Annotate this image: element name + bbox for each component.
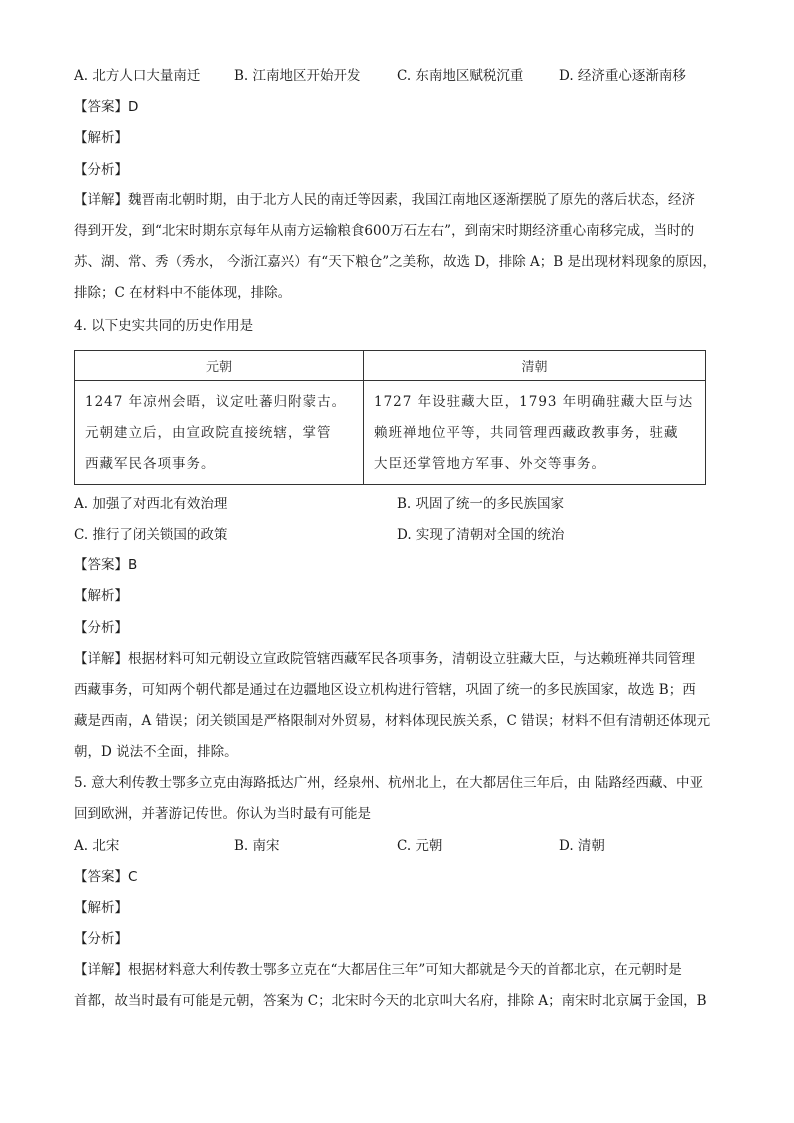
q4-stem: 4. 以下史实共同的历史作用是 [74, 318, 254, 334]
q4-detail [74, 644, 724, 768]
q5-options [74, 836, 734, 856]
q5-fenxi: 【分析】 [74, 931, 128, 947]
q5-option-a: A. 北宋 [74, 838, 120, 854]
q4-detail-line: 朝，D 说法不全面，排除。 [74, 744, 238, 760]
q4-fenxi: 【分析】 [74, 620, 128, 636]
q3-detail-line: 得到开发，到“北宋时期东京每年从南方运输粮食600万石左右”，到南宋时期经济重心南移完成，当时的 [74, 223, 695, 239]
table-cell-line: 大臣还掌管地方军事、外交等事务。 [374, 456, 606, 472]
q4-jiexi: 【解析】 [74, 588, 128, 604]
q5-detail [74, 955, 724, 1017]
table-cell-line: 赖班禅地位平等，共同管理西藏政教事务，驻藏 [374, 425, 679, 441]
q4-detail-line: 西藏事务，可知两个朝代都是通过在边疆地区设立机构进行管辖，巩固了统一的多民族国家，故选 B；西 [74, 682, 696, 698]
q5-option-c: C. 元朝 [397, 838, 443, 854]
q3-option-b: B. 江南地区开始开发 [234, 68, 361, 84]
table-cell-yuan [75, 381, 364, 485]
q3-answer: 【答案】D [74, 99, 139, 115]
q3-option-a: A. 北方人口大量南迁 [74, 68, 201, 84]
q5-option-d: D. 清朝 [559, 838, 605, 854]
q4-answer: 【答案】B [74, 557, 138, 573]
q5-option-b: B. 南宋 [234, 838, 280, 854]
q3-jiexi: 【解析】 [74, 130, 128, 146]
q4-detail-line: 【详解】根据材料可知元朝设立宣政院管辖西藏军民各项事务，清朝设立驻藏大臣，与达赖班禅共同管理 [74, 651, 695, 667]
q4-option-b: B. 巩固了统一的多民族国家 [397, 496, 565, 512]
q5-answer: 【答案】C [74, 869, 138, 885]
q5-stem-line: 5. 意大利传教士鄂多立克由海路抵达广州，经泉州、杭州北上，在大都居住三年后，由 陆路经西藏、中亚 [74, 775, 703, 791]
q4-option-a: A. 加强了对西北有效治理 [74, 496, 228, 512]
q4-history-table [74, 350, 706, 485]
q3-detail-line: 排除；C 在材料中不能体现，排除。 [74, 285, 292, 301]
q4-option-c: C. 推行了闭关锁国的政策 [74, 527, 228, 543]
table-cell-line: 西藏军民各项事务。 [85, 456, 216, 472]
q5-stem-line: 回到欧洲，并著游记传世。你认为当时最有可能是 [74, 806, 371, 822]
q3-fenxi: 【分析】 [74, 162, 128, 178]
table-cell-line: 元朝建立后，由宣政院直接统辖，掌管 [85, 425, 332, 441]
q4-options-row2 [74, 525, 734, 545]
q5-jiexi: 【解析】 [74, 900, 128, 916]
q3-detail-line: 【详解】魏晋南北朝时期，由于北方人民的南迁等因素，我国江南地区逐渐摆脱了原先的落后状态，经济 [74, 192, 695, 208]
q4-option-d: D. 实现了清朝对全国的统治 [397, 527, 565, 543]
q3-options [74, 66, 734, 86]
q5-detail-line: 首都，故当时最有可能是元朝，答案为 C；北宋时今天的北京叫大名府，排除 A；南宋时北京属于金国，B [74, 993, 707, 1009]
q3-detail-line: 苏、湖、常、秀（秀水， 今浙江嘉兴）有“天下粮仓”之美称，故选 D，排除 A；B 是出现材料现象的原因， [74, 254, 716, 270]
q3-option-d: D. 经济重心逐渐南移 [559, 68, 686, 84]
q4-options-row1 [74, 494, 734, 514]
table-cell-line: 1727 年设驻藏大臣，1793 年明确驻藏大臣与达 [374, 394, 694, 410]
table-header-qing: 清朝 [364, 351, 706, 381]
q3-option-c: C. 东南地区赋税沉重 [397, 68, 524, 84]
table-header-yuan: 元朝 [75, 351, 364, 381]
q3-detail [74, 185, 724, 309]
table-cell-qing [364, 381, 706, 485]
q4-detail-line: 藏是西南，A 错误；闭关锁国是严格限制对外贸易，材料体现民族关系，C 错误；材料不但有清朝还体现元 [74, 713, 711, 729]
table-cell-line: 1247 年凉州会晤，议定吐蕃归附蒙古。 [85, 394, 347, 410]
q5-stem [74, 768, 724, 830]
q5-detail-line: 【详解】根据材料意大利传教士鄂多立克在“大都居住三年”可知大都就是今天的首都北京，在元朝时是 [74, 962, 682, 978]
